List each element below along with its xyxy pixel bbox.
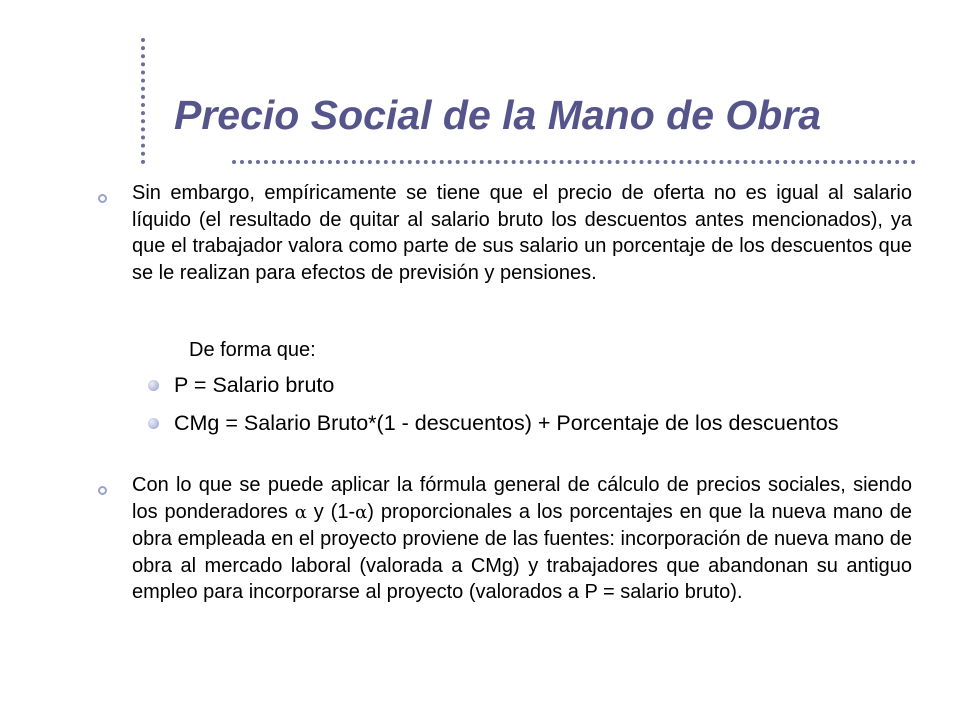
decorative-vertical-rule — [141, 38, 145, 164]
sub-bullet-dot-icon — [148, 380, 159, 391]
bullet-paragraph-1: Sin embargo, empíricamente se tiene que el precio de oferta no es igual al salario líquido (el resultado de quitar al salario bruto los descuentos antes mencionados), ya que el trabajador valora como parte de sus salario un porcentaje de los descuentos que se le realizan para efectos de previsión y pensiones. — [132, 182, 912, 284]
bullet-2-text-end: ) proporcionales a los porcentajes en que la nueva mano de obra empleada en el proyecto proviene de las fuentes: incorporación de nueva mano de obra al mercado laboral (valorada a CMg) y trabajadores que abandonan su antiguo empleo para incorporarse al proyecto (valorados a P = salario bruto). — [132, 500, 912, 603]
sub-bullet-dot-icon — [148, 418, 159, 429]
bullet-2-text-middle: y (1- — [306, 500, 356, 523]
sub-item-1: P = Salario bruto — [174, 373, 335, 397]
bullet-ring-icon — [98, 486, 107, 495]
alpha-symbol: α — [355, 501, 368, 523]
sub-item-2: CMg = Salario Bruto*(1 - descuentos) + Porcentaje de los descuentos — [174, 411, 839, 435]
bullet-paragraph-2 — [132, 472, 912, 606]
slide-title: Precio Social de la Mano de Obra — [174, 92, 822, 138]
bullet-2-text-start: Con lo que se puede aplicar la fórmula general de cálculo de precios sociales, siendo los ponderadores — [132, 474, 912, 523]
decorative-horizontal-rule — [232, 160, 916, 164]
bullet-ring-icon — [98, 194, 107, 203]
lead-in-text: De forma que: — [189, 339, 316, 361]
alpha-symbol: α — [294, 501, 307, 523]
